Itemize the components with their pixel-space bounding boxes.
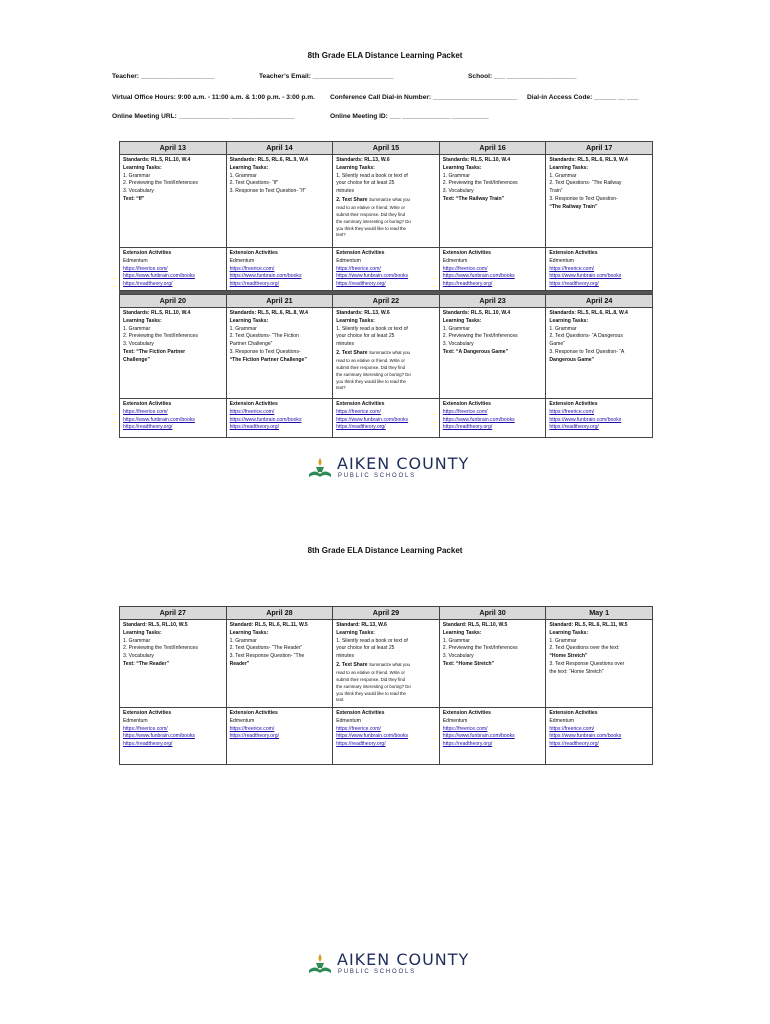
text-title: Text: “The Reader” [123,660,170,667]
resource-link[interactable]: https://www.funbrain.com/books [336,416,409,423]
text-share-detail: submit their response. Did they find [336,364,406,370]
task-line: 3. Vocabulary [123,653,154,660]
day-header: April 13 [120,142,227,155]
learning-tasks-label: Learning Tasks: [336,629,375,636]
learning-tasks-label: Learning Tasks: [229,629,269,636]
task-cell [439,155,546,248]
task-cell [333,308,440,399]
dial-in-code-field: Dial-in Access Code: ______ __ ___ [527,94,639,101]
extension-heading: Extension Activities [123,710,172,716]
resource-link[interactable]: https://readtheory.org/ [549,281,599,288]
school-field: School: ___ ___________________ [468,73,577,80]
extension-heading: Extension Activities [229,250,278,256]
task-line: 2. Text Questions- “The Fiction [229,333,299,340]
resource-link[interactable]: https://freerice.com/ [123,265,168,272]
text-share-detail: read to an elative or friend. Write or [336,357,405,363]
logo-name: AIKEN COUNTY [337,949,470,969]
task-line: 1. Grammar [549,172,577,179]
extension-cell [226,248,333,291]
task-cell [546,620,653,708]
learning-tasks-label: Learning Tasks: [549,629,589,636]
task-line: 2. Previewing the Text/Inferences [442,180,518,187]
calendar-table-page2 [119,606,653,765]
resource-link[interactable]: https://freerice.com/ [336,725,381,732]
standards-label: Standard: RL.5, RL.10, W.5 [442,622,508,628]
day-header: May 1 [546,607,653,620]
day-header: April 29 [333,607,440,620]
standards-label: Standard: RL.5, RL.6, RL.11, W.5 [549,622,628,628]
teacher-field: Teacher: ____________________ [112,73,215,80]
resource-link[interactable]: https://readtheory.org/ [229,733,280,740]
standards-label: Standards: RL.13, W.6 [336,310,390,316]
edmentum-label: Edmentum [549,257,575,264]
page-title-2: 8th Grade ELA Distance Learning Packet [307,546,463,555]
extension-cell [120,708,227,765]
resource-link[interactable]: https://readtheory.org/ [442,424,493,431]
text-share-note: Summarize what you [368,196,410,202]
resource-link[interactable]: https://www.funbrain.com/books [336,733,409,740]
resource-link[interactable]: https://freerice.com/ [229,408,275,415]
edmentum-label: Edmentum [123,717,148,724]
task-line: 3. Response to Text Questions- [229,348,301,355]
standards-label: Standard: RL.5, RL.10, W.5 [123,622,188,628]
resource-link[interactable]: https://www.funbrain.com/books [442,733,515,740]
text-title: Text: “If” [123,195,145,202]
text-title: Text: “The Fiction Partner [123,348,186,355]
text-share-detail: read to an elative or friend. Write or [336,669,405,675]
text-title: “The Railway Train” [549,203,598,210]
task-line: 2. Previewing the Text/Inferences [123,645,198,652]
task-line: 2. Previewing the Text/Inferences [442,645,518,652]
task-line: 1. Grammar [123,325,151,332]
task-line: 3. Vocabulary [442,341,474,348]
text-title: “The Fiction Partner Challenge” [229,356,307,363]
task-line: 3. Response to Text Question- [549,195,618,202]
learning-tasks-label: Learning Tasks: [123,629,162,636]
aiken-county-logo-2 [307,950,469,976]
text-share-detail: you think they would like to read the [336,690,406,696]
day-header: April 27 [120,607,227,620]
task-line: Partner Challenge” [229,341,273,348]
lamp-book-icon [307,950,333,976]
text-title: Dangerous Game” [549,356,595,363]
day-header: April 23 [439,295,546,308]
standards-label: Standards: RL.5, RL.6, RL.8, W.4 [229,310,308,316]
resource-link[interactable]: https://readtheory.org/ [336,281,386,288]
calendar-table-page1-week2 [119,294,653,438]
task-cell [226,155,333,248]
task-cell [546,308,653,399]
extension-cell [226,708,333,765]
task-line: 1. Grammar [549,637,577,644]
task-line: 1. Grammar [229,172,257,179]
teacher-email-field: Teacher’s Email: ______________________ [259,73,394,80]
text-share-detail: submit their response. Did they find [336,676,406,682]
day-header: April 17 [546,142,653,155]
resource-link[interactable]: https://readtheory.org/ [229,281,280,288]
extension-heading: Extension Activities [123,401,172,407]
conference-call-field: Conference Call Dial-in Number: _______________________ [330,94,518,101]
aiken-county-logo [307,454,469,480]
task-line: 2. Previewing the Text/Inferences [123,333,198,340]
task-line: minutes [336,653,355,660]
resource-link[interactable]: https://freerice.com/ [123,408,168,415]
extension-heading: Extension Activities [549,250,598,256]
text-title: Text: “Home Stretch” [442,660,495,667]
extension-heading: Extension Activities [336,710,385,716]
resource-link[interactable]: https://freerice.com/ [123,725,168,732]
task-line: 1. Grammar [442,637,470,644]
task-line: your choice for at least 25 [336,180,395,187]
task-cell [120,308,227,399]
learning-tasks-label: Learning Tasks: [442,317,482,324]
extension-cell [546,708,653,765]
task-line: the text: “Home Stretch” [549,668,604,675]
task-cell [333,155,440,248]
task-line: 3. Response to Text Question- “If” [229,188,306,195]
task-line: 2. Text Questions- “The Reader” [229,645,303,652]
standards-label: Standards: RL.5, RL.10, W.4 [123,157,191,163]
task-cell [226,620,333,708]
task-line: 1. Grammar [229,325,257,332]
standards-label: Standards: RL.13, W.6 [336,157,390,163]
day-header: April 22 [333,295,440,308]
resource-link[interactable]: https://freerice.com/ [549,725,595,732]
text-title: Text: “The Railway Train” [442,195,505,202]
extension-heading: Extension Activities [549,401,598,407]
text-share-note: Summarize what you [368,349,410,355]
text-share-detail: you think they would like to read the [336,378,406,384]
task-line: 1. Grammar [442,172,470,179]
task-line: 1. Grammar [123,637,151,644]
logo-subtitle: PUBLIC SCHOOLS [338,472,416,479]
learning-tasks-label: Learning Tasks: [229,164,269,171]
task-line: 2. Previewing the Text/Inferences [442,333,518,340]
text-share-label: 2. Text Share [336,661,368,668]
learning-tasks-label: Learning Tasks: [549,317,589,324]
text-title: Reader” [229,660,250,667]
standards-label: Standard: RL.13, W.6 [336,622,387,628]
day-header: April 21 [226,295,333,308]
resource-link[interactable]: https://www.funbrain.com/books [123,733,195,740]
edmentum-label: Edmentum [123,257,148,264]
text-share-detail: submit their response. Did they find [336,211,406,217]
standards-label: Standards: RL.5, RL.6, RL.9, W.4 [549,157,628,163]
text-share-detail: the summary interesting or boring? Do [336,218,411,224]
task-cell [333,620,440,708]
edmentum-label: Edmentum [229,717,255,724]
task-cell [439,308,546,399]
task-line: Train” [549,188,563,195]
task-line: minutes [336,341,355,348]
office-hours: Virtual Office Hours: 9:00 a.m. - 11:00 a.m. & 1:00 p.m. - 3:00 p.m. [112,94,315,101]
task-line: 3. Vocabulary [442,188,474,195]
text-share-detail: read to an elative or friend. Write or [336,204,405,210]
text-share-detail: the summary interesting or boring? Do [336,371,411,377]
extension-heading: Extension Activities [549,710,598,716]
learning-tasks-label: Learning Tasks: [549,164,589,171]
text-share-detail: text? [336,385,346,391]
resource-link[interactable]: https://www.funbrain.com/books [549,416,622,423]
resource-link[interactable]: https://freerice.com/ [549,265,595,272]
resource-link[interactable]: https://www.funbrain.com/books [229,273,302,280]
calendar-table-page1 [119,141,653,291]
text-share-note: Summarize what you [368,661,410,667]
text-share-line [336,196,436,205]
text-title: Challenge” [123,356,150,363]
resource-link[interactable]: https://readtheory.org/ [336,741,386,748]
meeting-url-field: Online Meeting URL: ______________ _________________ [112,113,295,120]
day-header: April 14 [226,142,333,155]
extension-cell [439,248,546,291]
resource-link[interactable]: https://freerice.com/ [229,725,275,732]
extension-cell [120,248,227,291]
extension-cell [439,399,546,438]
text-share-detail: text? [336,232,346,238]
edmentum-label: Edmentum [442,717,468,724]
task-cell [120,155,227,248]
learning-tasks-label: Learning Tasks: [229,317,269,324]
task-cell [546,155,653,248]
extension-heading: Extension Activities [123,250,172,256]
resource-link[interactable]: https://freerice.com/ [229,265,275,272]
page-title: 8th Grade ELA Distance Learning Packet [307,51,463,60]
resource-link[interactable]: https://freerice.com/ [442,725,488,732]
standards-label: Standard: RL.5, RL.6, RL.11, W.5 [229,622,308,628]
text-share-detail: the summary interesting or boring? Do [336,683,411,689]
resource-link[interactable]: https://www.funbrain.com/books [549,273,622,280]
text-title: “Home Stretch” [549,653,588,660]
edmentum-label: Edmentum [229,257,255,264]
standards-label: Standards: RL.5, RL.10, W.4 [442,310,511,316]
text-share-line [336,349,436,358]
extension-cell [120,399,227,438]
resource-link[interactable]: https://readtheory.org/ [442,741,493,748]
logo-name: AIKEN COUNTY [337,453,470,473]
text-share-label: 2. Text Share [336,196,368,203]
edmentum-label: Edmentum [336,257,361,264]
standards-label: Standards: RL.5, RL.6, RL.8, W.4 [549,310,628,316]
learning-tasks-label: Learning Tasks: [336,317,375,324]
text-share-detail: you think they would like to read the [336,225,406,231]
day-header: April 28 [226,607,333,620]
text-share-label: 2. Text Share [336,349,368,356]
day-header: April 20 [120,295,227,308]
extension-heading: Extension Activities [442,710,491,716]
task-cell [120,620,227,708]
resource-link[interactable]: https://readtheory.org/ [229,424,280,431]
task-line: 3. Vocabulary [442,653,474,660]
extension-heading: Extension Activities [229,710,278,716]
standards-label: Standards: RL.5, RL.10, W.4 [123,310,191,316]
extension-cell [333,399,440,438]
resource-link[interactable]: https://readtheory.org/ [123,424,173,431]
task-line: minutes [336,188,355,195]
extension-cell [546,399,653,438]
learning-tasks-label: Learning Tasks: [336,164,375,171]
task-line: 2. Text Questions- “The Railway [549,180,622,187]
task-line: Game” [549,341,565,348]
text-share-detail: text. [336,697,345,703]
day-header: April 24 [546,295,653,308]
logo-subtitle: PUBLIC SCHOOLS [338,968,416,975]
resource-link[interactable]: https://freerice.com/ [549,408,595,415]
task-line: 2. Text Questions- “A Dangerous [549,333,623,340]
resource-link[interactable]: https://www.funbrain.com/books [229,416,302,423]
resource-link[interactable]: https://www.funbrain.com/books [123,273,195,280]
resource-link[interactable]: https://www.funbrain.com/books [442,273,515,280]
task-line: 1. Grammar [123,172,151,179]
standards-label: Standards: RL.5, RL.6, RL.9, W.4 [229,157,308,163]
task-line: 3. Response to Text Question- “A [549,348,625,355]
task-line: 1. Grammar [549,325,577,332]
resource-link[interactable]: https://readtheory.org/ [123,741,173,748]
task-line: 3. Text Response Question- “The [229,653,305,660]
extension-cell [439,708,546,765]
resource-link[interactable]: https://www.funbrain.com/books [336,273,409,280]
standards-label: Standards: RL.5, RL.10, W.4 [442,157,511,163]
extension-heading: Extension Activities [229,401,278,407]
learning-tasks-label: Learning Tasks: [123,164,162,171]
task-line: 1. Grammar [229,637,257,644]
edmentum-label: Edmentum [336,717,361,724]
meeting-id-field: Online Meeting ID: ___ _____________ __________ [330,113,489,120]
task-line: 3. Vocabulary [123,341,154,348]
resource-link[interactable]: https://freerice.com/ [336,408,381,415]
text-title: Text: “A Dangerous Game” [442,348,509,355]
edmentum-label: Edmentum [442,257,468,264]
task-line: 2. Text Questions over the text: [549,645,620,652]
extension-heading: Extension Activities [442,250,491,256]
resource-link[interactable]: https://readtheory.org/ [123,281,173,288]
task-cell [439,620,546,708]
resource-link[interactable]: https://www.funbrain.com/books [123,416,195,423]
task-line: 1. Silently read a book or text of [336,637,408,644]
resource-link[interactable]: https://www.funbrain.com/books [442,416,515,423]
task-cell [226,308,333,399]
task-line: 2. Previewing the Text/Inferences [123,180,198,187]
resource-link[interactable]: https://www.funbrain.com/books [549,733,622,740]
extension-cell [333,248,440,291]
task-line: 3. Text Response Questions over [549,660,625,667]
task-line: your choice for at least 25 [336,645,395,652]
day-header: April 15 [333,142,440,155]
resource-link[interactable]: https://readtheory.org/ [549,424,599,431]
extension-heading: Extension Activities [336,250,385,256]
resource-link[interactable]: https://readtheory.org/ [549,741,599,748]
resource-link[interactable]: https://freerice.com/ [442,408,488,415]
extension-heading: Extension Activities [336,401,385,407]
resource-link[interactable]: https://freerice.com/ [336,265,381,272]
task-line: your choice for at least 25 [336,333,395,340]
extension-cell [546,248,653,291]
learning-tasks-label: Learning Tasks: [442,164,482,171]
day-header: April 16 [439,142,546,155]
learning-tasks-label: Learning Tasks: [442,629,482,636]
resource-link[interactable]: https://freerice.com/ [442,265,488,272]
text-share-line [336,661,436,670]
extension-cell [226,399,333,438]
extension-heading: Extension Activities [442,401,491,407]
task-line: 1. Silently read a book or text of [336,325,408,332]
learning-tasks-label: Learning Tasks: [123,317,162,324]
task-line: 1. Silently read a book or text of [336,172,408,179]
edmentum-label: Edmentum [549,717,575,724]
task-line: 1. Grammar [442,325,470,332]
lamp-book-icon [307,454,333,480]
task-line: 2. Text Questions- “If” [229,180,279,187]
extension-cell [333,708,440,765]
resource-link[interactable]: https://readtheory.org/ [336,424,386,431]
task-line: 3. Vocabulary [123,188,154,195]
resource-link[interactable]: https://readtheory.org/ [442,281,493,288]
day-header: April 30 [439,607,546,620]
